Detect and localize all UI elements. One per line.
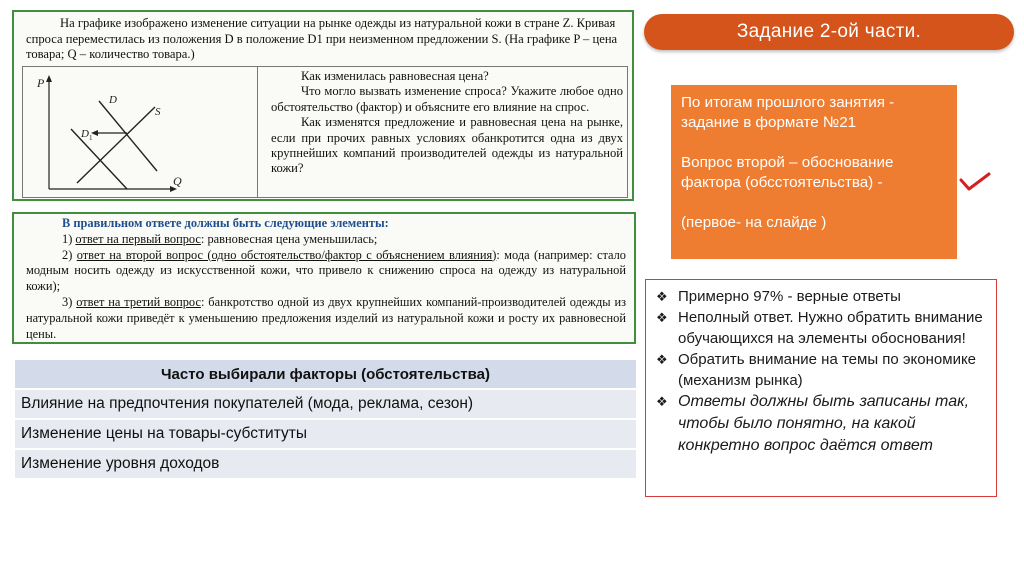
- task-document-box: [12, 10, 634, 201]
- curve-label-d1: D: [81, 128, 89, 140]
- question-1: Как изменилась равновесная цена?: [301, 69, 489, 83]
- factors-table: [15, 360, 636, 480]
- list-item: ❖ Неполный ответ. Нужно обратить внимание обучающихся на элементы обоснования!: [656, 309, 983, 347]
- criteria-item-2: 2) ответ на второй вопрос (одно обстоятельство/фактор с объяснением влияния): мода (например: стало модным носить одежду из искусственной кожи, что привело к снижению спроса на одежду из натуральной кожи);: [26, 247, 627, 294]
- demand-curve-d: [99, 101, 157, 171]
- criteria-title: В правильном ответе должны быть следующие элементы:: [62, 216, 389, 230]
- question-3: Как изменятся предложение и равновесная цена на рынке, если при прочих равных условиях обанкротится одна из двух крупнейших компаний производителей одежды из натуральной кожи?: [271, 115, 623, 176]
- criteria-item-2-label: ответ на второй вопрос (одно обстоятельство/фактор с объяснением влияния): [76, 247, 497, 262]
- info-line-3: (первое- на слайде ): [681, 214, 827, 231]
- info-line-1: По итогам прошлого занятия - задание в формате №21: [681, 94, 895, 131]
- criteria-item-1-text: : равновесная цена уменьшилась;: [200, 231, 378, 246]
- criteria-item-2-text: : мода (например: стало модным носить одежду из искусственной кожи, что привело к снижению спроса на одежду из натуральной кожи);: [26, 247, 627, 294]
- question-2: Что могло вызвать изменение спроса? Укажите любое одно обстоятельство (фактор) и объясните его влияние на спрос.: [271, 84, 623, 114]
- supply-demand-graph: [27, 71, 253, 195]
- criteria-item-1-label: ответ на первый вопрос: [75, 231, 201, 246]
- criteria-item-3: 3) ответ на третий вопрос: банкротство одной из двух крупнейших компаний-производителей одежды из натуральной кожи приведёт к уменьшению предложения изделий из натуральной кожи и росту их равновесной цены.: [26, 294, 627, 341]
- table-row: Изменение цены на товары-субституты: [15, 420, 636, 450]
- curve-label-d: D: [109, 94, 117, 106]
- supply-curve-s: [77, 107, 155, 183]
- slide-title: Задание 2-ой части.: [644, 14, 1014, 50]
- curve-label-s: S: [155, 106, 161, 118]
- diamond-bullet-icon: ❖: [656, 310, 668, 325]
- info-box: [671, 85, 957, 259]
- list-item: ❖ Обратить внимание на темы по экономике (механизм рынка): [656, 351, 977, 389]
- curve-label-d1-subscript: 1: [89, 134, 93, 142]
- notes-box: [645, 279, 997, 497]
- info-line-2: Вопрос второй – обоснование фактора (обсстоятельства) -: [681, 154, 894, 191]
- answer-criteria-box: [12, 212, 636, 344]
- task-intro-text: На графике изображено изменение ситуации на рынке одежды из натуральной кожи в стране Z. Кривая спроса переместилась из положения D в положение D1 при неизменном предложении S. (На графике P – цена товара; Q – количество товара.): [26, 16, 618, 61]
- table-row: Влияние на предпочтения покупателей (мода, реклама, сезон): [15, 390, 636, 420]
- criteria-item-1: 1) ответ на первый вопрос: равновесная цена уменьшилась;: [62, 231, 378, 246]
- task-table: [22, 66, 628, 198]
- criteria-item-3-label: ответ на третий вопрос: [76, 294, 201, 309]
- list-item: ❖ Примерно 97% - верные ответы: [656, 288, 901, 305]
- diamond-bullet-icon: ❖: [656, 289, 668, 304]
- table-divider: [257, 67, 258, 197]
- criteria-item-3-text: : банкротство одной из двух крупнейших компаний-производителей одежды из натуральной кожи приведёт к уменьшению предложения изделий из натуральной кожи и росту их равновесной цены.: [26, 294, 627, 341]
- factors-table-header: Часто выбирали факторы (обстоятельства): [15, 360, 636, 390]
- checkmark-icon: [958, 170, 992, 194]
- diamond-bullet-icon: ❖: [656, 394, 668, 409]
- list-item: ❖ Ответы должны быть записаны так, чтобы было понятно, на какой конкретно вопрос даётся ответ: [656, 391, 988, 457]
- task-questions: [271, 69, 623, 177]
- axis-label-p: P: [37, 76, 45, 90]
- diamond-bullet-icon: ❖: [656, 352, 668, 367]
- axis-label-q: Q: [173, 174, 182, 188]
- table-row: Изменение уровня доходов: [15, 450, 636, 480]
- y-axis-arrow: [46, 75, 52, 82]
